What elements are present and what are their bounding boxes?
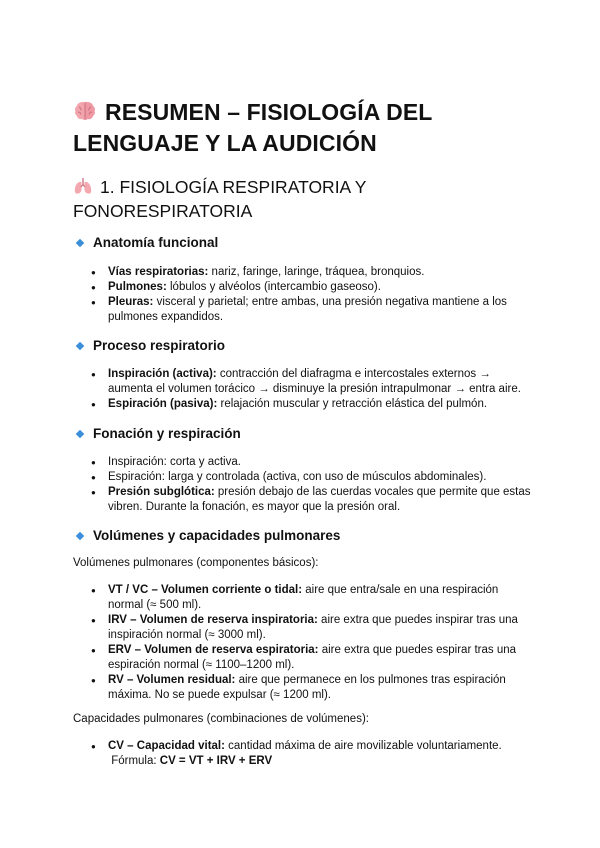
list-item-term: Pulmones:: [108, 281, 167, 293]
section-1-title: 1. FISIOLOGÍA RESPIRATORIA Y FONORESPIRATORIA: [73, 177, 367, 221]
list-item: [91, 265, 531, 280]
list-item-text: relajación muscular y retracción elástica del pulmón.: [217, 398, 488, 410]
list-item-text: aire extra que puedes espirar tras una espiración normal (≈ 1100–1200 ml).: [108, 644, 517, 671]
anatomia-list: [91, 265, 531, 325]
formula-label: Fórmula:: [108, 755, 160, 767]
list-item: [91, 295, 531, 325]
title-text: RESUMEN – FISIOLOGÍA DEL LENGUAJE Y LA AUDICIÓN: [73, 99, 432, 156]
list-item-term: Vías respiratorias:: [108, 266, 209, 278]
list-item-text: aire que entra/sale en una respiración normal (≈ 500 ml).: [108, 584, 499, 611]
list-item: [91, 455, 531, 470]
list-item: [91, 613, 531, 643]
list-item-text: cantidad máxima de aire movilizable voluntariamente.: [224, 740, 502, 752]
diamond-icon: [76, 342, 84, 350]
list-item-text: presión debajo de las cuerdas vocales que permite que estas vibren. Durante la fonación, es mayor que la presión oral.: [108, 486, 531, 513]
list-item: [91, 397, 531, 412]
list-item-text: lóbulos y alvéolos (intercambio gaseoso).: [166, 281, 381, 293]
list-item-text: nariz, faringe, laringe, tráquea, bronquios.: [208, 266, 425, 278]
list-item-term: Presión subglótica:: [108, 486, 215, 498]
list-item-text: Inspiración: corta y activa.: [108, 456, 241, 468]
list-item: [91, 280, 531, 295]
list-item-term: Espiración (pasiva):: [108, 398, 218, 410]
volumenes-intro: Volúmenes pulmonares (componentes básicos):: [73, 557, 319, 569]
section-1-heading: [73, 175, 543, 223]
list-item-term: RV – Volumen residual:: [108, 674, 236, 686]
subsection-heading: Fonación y respiración: [93, 426, 241, 441]
list-item: [91, 485, 531, 515]
list-item-term: VT / VC – Volumen corriente o tidal:: [108, 584, 303, 596]
capacidades-list: [91, 739, 531, 769]
subsection-volumenes: [73, 527, 543, 545]
diamond-icon: [76, 430, 84, 438]
list-item-text: aire extra que puedes inspirar tras una inspiración normal (≈ 3000 ml).: [108, 614, 518, 641]
list-item-term: CV – Capacidad vital:: [108, 740, 225, 752]
subsection-heading: Proceso respiratorio: [93, 338, 226, 353]
list-item-term: IRV – Volumen de reserva inspiratoria:: [108, 614, 318, 626]
list-item: [91, 583, 531, 613]
brain-icon: [73, 99, 97, 123]
list-item-text: Espiración: larga y controlada (activa, con uso de músculos abdominales).: [108, 471, 487, 483]
diamond-icon: [76, 532, 84, 540]
subsection-heading: Volúmenes y capacidades pulmonares: [93, 528, 341, 543]
list-item-text: visceral y parietal; entre ambas, una presión negativa mantiene a los pulmones expandidos.: [108, 296, 507, 323]
list-item: [91, 739, 531, 769]
list-item-text: contracción del diafragma e intercostales externos → aumenta el volumen torácico → disminuye la presión intrapulmonar → entra aire.: [108, 368, 521, 395]
list-item: [91, 643, 531, 673]
formula: CV = VT + IRV + ERV: [159, 755, 273, 767]
list-item-term: Pleuras:: [108, 296, 154, 308]
volumenes-list: [91, 583, 531, 703]
subsection-fonacion: [73, 425, 543, 443]
subsection-heading: Anatomía funcional: [93, 235, 219, 250]
document-title: [73, 97, 543, 159]
proceso-list: [91, 367, 531, 412]
fonacion-list: [91, 455, 531, 515]
diamond-icon: [76, 239, 84, 247]
capacidades-intro: Capacidades pulmonares (combinaciones de volúmenes):: [73, 713, 369, 725]
subsection-anatomia: [73, 234, 543, 252]
list-item-term: ERV – Volumen de reserva espiratoria:: [108, 644, 319, 656]
list-item-term: Inspiración (activa):: [108, 368, 217, 380]
list-item: [91, 470, 531, 485]
lungs-icon: [73, 176, 93, 196]
list-item: [91, 673, 531, 703]
list-item-text: aire que permanece en los pulmones tras espiración máxima. No se puede expulsar (≈ 1200 ml).: [108, 674, 506, 701]
list-item: [91, 367, 531, 397]
subsection-proceso: [73, 337, 543, 355]
